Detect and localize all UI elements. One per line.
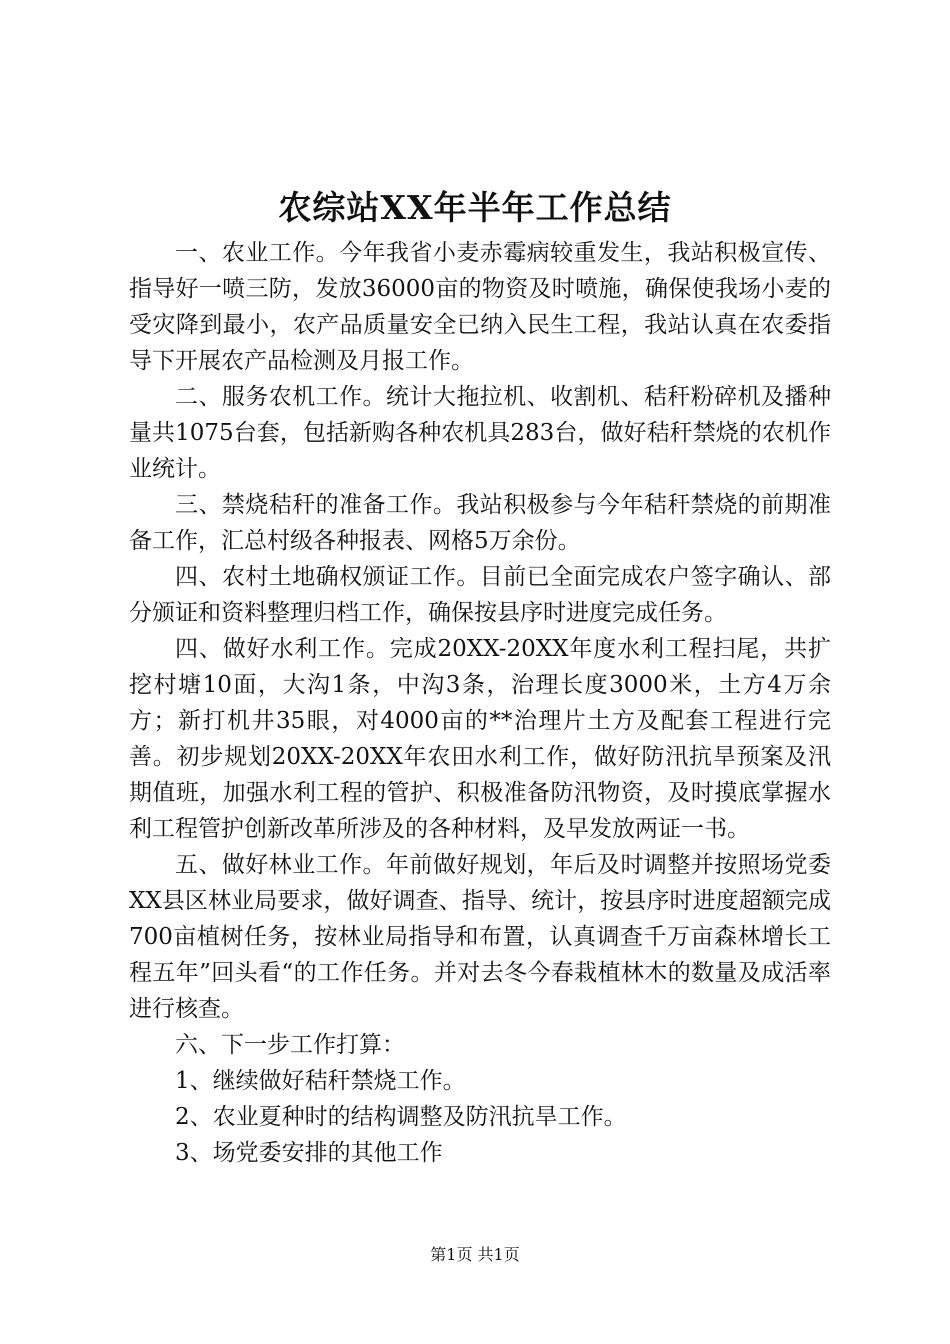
page-footer: 第1页 共1页 [430, 1245, 520, 1264]
list-item: 2、农业夏种时的结构调整及防汛抗旱工作。 [175, 1104, 627, 1130]
paragraph-straw-burning: 三、禁烧秸秆的准备工作。我站积极参与今年秸秆禁烧的前期准备工作，汇总村级各种报表、网格5万余份。 [129, 492, 831, 554]
paragraph-agriculture: 一、农业工作。今年我省小麦赤霉病较重发生，我站积极宣传、指导好一喷三防，发放36000亩的物资及时喷施，确保使我场小麦的受灾降到最小，农产品质量安全已纳入民生工程，我站认真在农委指导下开展农产品检测及月报工作。 [129, 240, 831, 374]
paragraph-next-plans: 六、下一步工作打算： [175, 1032, 405, 1058]
document-title: 农综站XX年半年工作总结 [278, 188, 672, 227]
paragraph-land-rights: 四、农村土地确权颁证工作。目前已全面完成农户签字确认、部分颁证和资料整理归档工作，确保按县序时进度完成任务。 [129, 564, 831, 626]
paragraph-machinery: 二、服务农机工作。统计大拖拉机、收割机、秸秆粉碎机及播种量共1075台套，包括新购各种农机具283台，做好秸秆禁烧的农机作业统计。 [129, 384, 831, 482]
list-item: 3、场党委安排的其他工作 [175, 1140, 443, 1166]
document-body [129, 235, 831, 1171]
paragraph-water-conservancy: 四、做好水利工作。完成20XX-20XX年度水利工程扫尾，共扩挖村塘10面，大沟1条，中沟3条，治理长度3000米，土方4万余方；新打机井35眼，对4000亩的**治理片土方及配套工程进行完善。初步规划20XX-20XX年农田水利工作，做好防汛抗旱预案及汛期值班，加强水利工程的管护、积极准备防汛物资，及时摸底掌握水利工程管护创新改革所涉及的各种材料，及早发放两证一书。 [129, 636, 831, 842]
list-item: 1、继续做好秸秆禁烧工作。 [175, 1068, 466, 1094]
paragraph-forestry: 五、做好林业工作。年前做好规划，年后及时调整并按照场党委XX县区林业局要求，做好调查、指导、统计，按县序时进度超额完成700亩植树任务，按林业局指导和布置，认真调查千万亩森林增长工程五年”回头看“的工作任务。并对去冬今春栽植林木的数量及成活率进行核查。 [129, 852, 831, 1022]
